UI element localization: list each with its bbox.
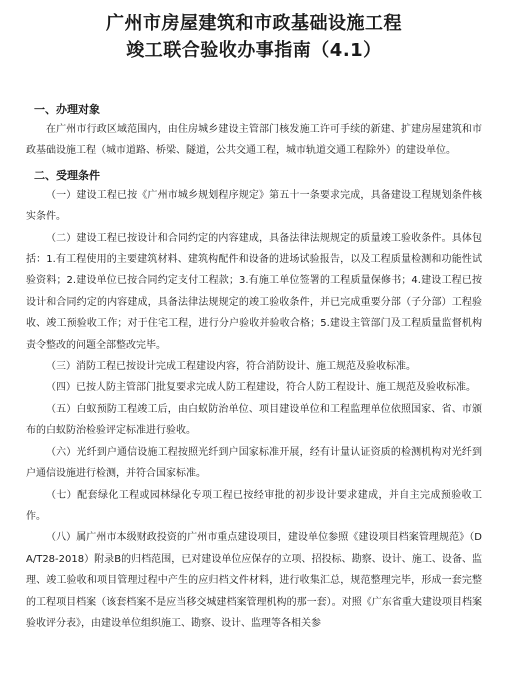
paragraph: （四）已按人防主管部门批复要求完成人防工程建设，符合人防工程设计、施工规范及验收标准。 bbox=[46, 382, 476, 394]
title-line-2: 竣工联合验收办事指南（4.1） bbox=[126, 40, 382, 61]
document-title bbox=[26, 10, 482, 64]
section-applicants bbox=[26, 100, 482, 162]
paragraph: （三）消防工程已按设计完成工程建设内容，符合消防设计、施工规范及验收标准。 bbox=[46, 361, 416, 373]
paragraph: （一）建设工程已按《广州市城乡规划程序规定》第五十一条要求完成，具备建设工程规划条件核实条件。 bbox=[26, 189, 482, 223]
section-heading: 一、办理对象 bbox=[34, 103, 100, 116]
paragraph: （二）建设工程已按设计和合同约定的内容建成，具备法律法规规定的质量竣工验收条件。具体包括：1.有工程使用的主要建筑材料、建筑构配件和设备的进场试验报告，以及工程质量检测和功能性试验资料；2.建设单位已按合同约定支付工程款；3.有施工单位签署的工程质量保修书；4.建设工程已按设计和合同约定的内容建成，具备法律法规规定的竣工验收条件，并已完成重要分部（子分部）工程验收、竣工预验收工作；对于住宅工程，进行分户验收并验收合格；5.建设主管部门及工程质量监督机构责令整改的问题全部整改完毕。 bbox=[26, 232, 482, 351]
paragraph: （八）属广州市本级财政投资的广州市重点建设项目，建设单位参照《建设项目档案管理规范》（DA/T28-2018）附录B的归档范围，已对建设单位应保存的立项、招投标、勘察、设计、施工、设备、监理、竣工验收和项目管理过程中产生的应归档文件材料，进行收集汇总，规范整理完毕，形成一套完整的工程项目档案（该套档案不是应当移交城建档案管理机构的那一套）。对照《广东省重大建设项目档案验收评分表》，由建设单位组织施工、勘察、设计、监理等各相关参 bbox=[26, 532, 482, 629]
section-heading: 二、受理条件 bbox=[34, 168, 100, 182]
paragraph: （六）光纤到户通信设施工程按照光纤到户国家标准开展，经有计量认证资质的检测机构对光纤到户通信设施进行检测，并符合国家标准。 bbox=[26, 446, 482, 480]
paragraph: （七）配套绿化工程或园林绿化专项工程已按经审批的初步设计要求建成，并自主完成预验收工作。 bbox=[26, 489, 482, 522]
title-line-1: 广州市房屋建筑和市政基础设施工程 bbox=[106, 13, 402, 34]
paragraph: （五）白蚁预防工程竣工后，由白蚁防治单位、项目建设单位和工程监理单位依照国家、省、市颁布的白蚁防治检验评定标准进行验收。 bbox=[26, 403, 482, 437]
paragraph: 在广州市行政区域范围内，由住房城乡建设主管部门核发施工许可手续的新建、扩建房屋建筑和市政基础设施工程（城市道路、桥梁、隧道，公共交通工程，城市轨道交通工程除外）的建设单位。 bbox=[26, 124, 482, 157]
section-conditions bbox=[26, 166, 482, 635]
